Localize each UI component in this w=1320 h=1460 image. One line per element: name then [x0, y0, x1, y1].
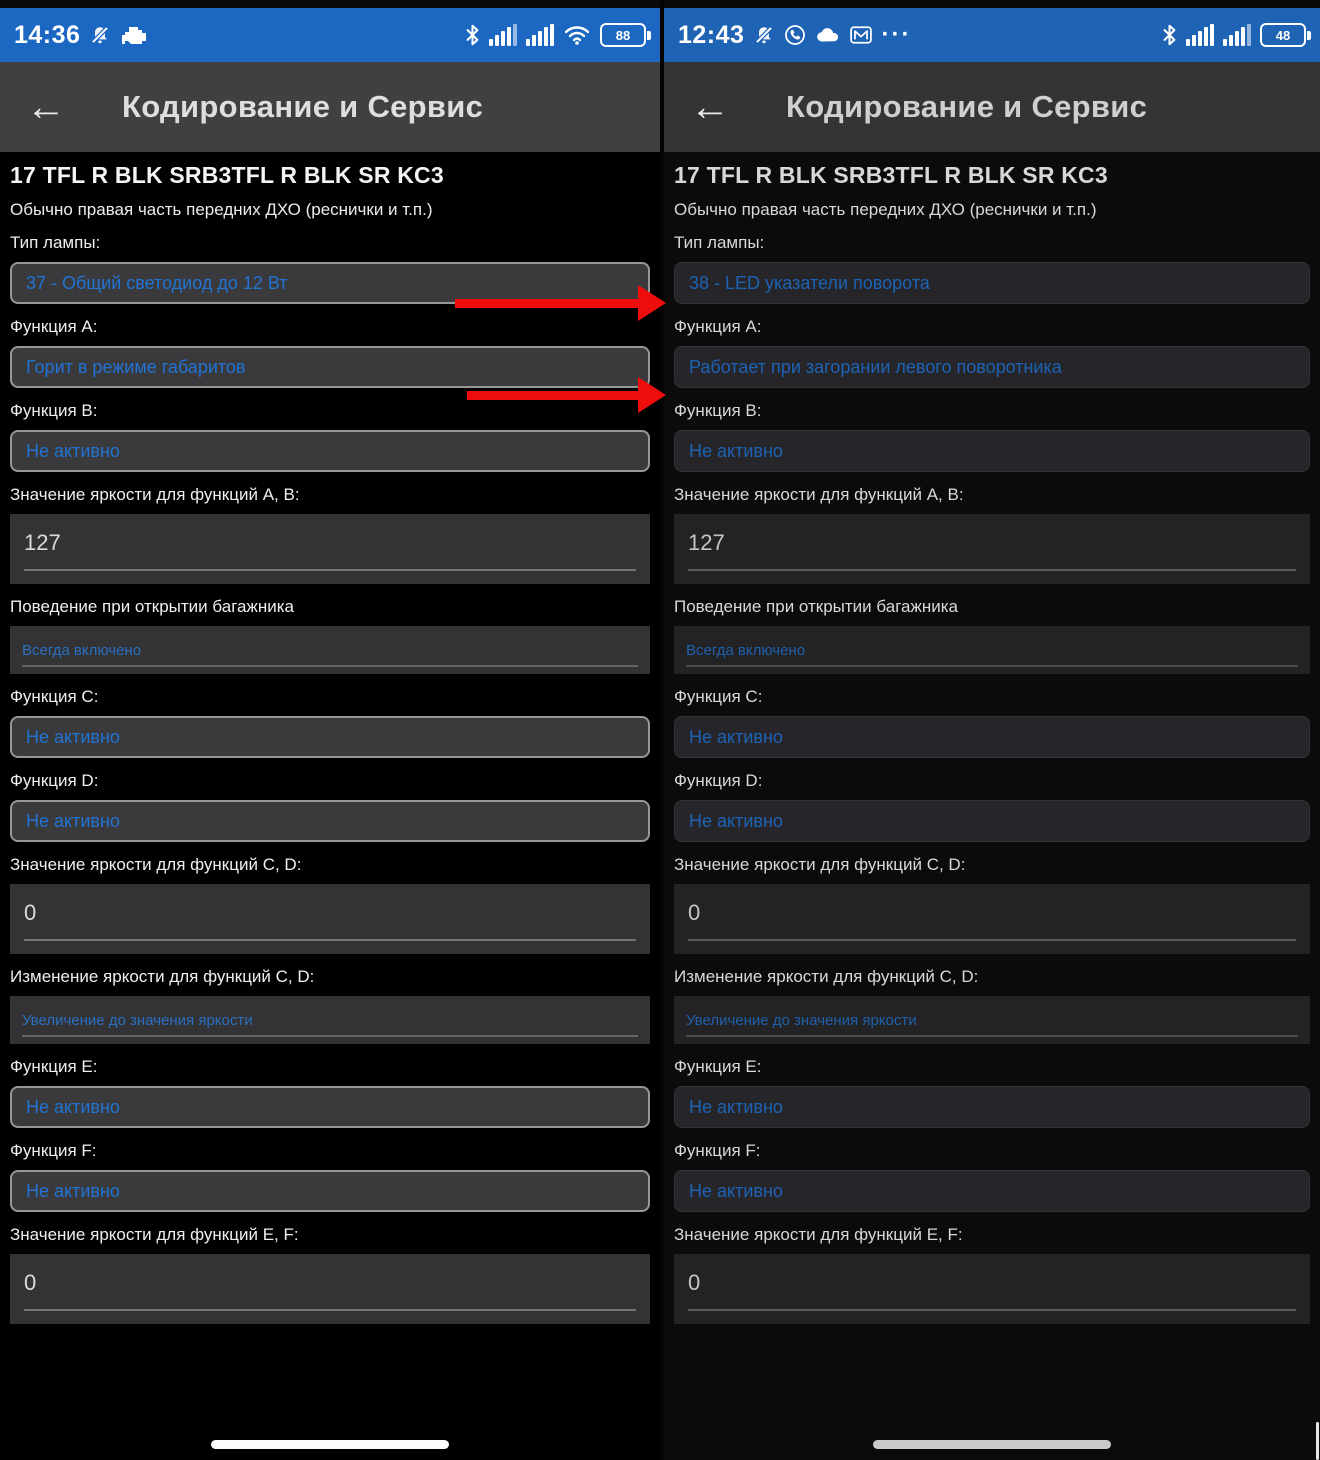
brightness-cd-input[interactable]: 0: [674, 884, 1310, 954]
change-cd-row: [674, 967, 1310, 1044]
lamp-type-select[interactable]: 38 - LED указатели поворота: [674, 262, 1310, 304]
brightness-ab-input[interactable]: 127: [10, 514, 650, 584]
brightness-ab-row: [10, 485, 650, 584]
home-indicator[interactable]: [873, 1440, 1111, 1449]
lamp-type-row: [10, 233, 650, 304]
clock: 14:36: [14, 20, 81, 49]
channel-title: 17 TFL R BLK SRB3TFL R BLK SR KC3: [674, 162, 1108, 188]
field-label: Значение яркости для функций C, D:: [10, 855, 302, 874]
brightness-ef-row: [10, 1225, 650, 1324]
page-title: Кодирование и Сервис: [122, 89, 484, 124]
function-b-select[interactable]: Не активно: [674, 430, 1310, 472]
phone-icon: [784, 24, 806, 46]
function-d-row: [674, 771, 1310, 842]
check-engine-icon: [120, 25, 148, 45]
status-bar: [0, 8, 660, 62]
top-strip: [664, 0, 1320, 8]
brightness-ab-input[interactable]: 127: [674, 514, 1310, 584]
function-a-select[interactable]: Работает при загорании левого поворотника: [674, 346, 1310, 388]
field-label: Значение яркости для функций C, D:: [674, 855, 966, 874]
field-label: Значение яркости для функций E, F:: [10, 1225, 299, 1244]
field-label: Поведение при открытии багажника: [10, 597, 294, 616]
app-bar: [664, 62, 1320, 152]
app-bar: [0, 62, 660, 152]
field-label: Функция F:: [674, 1141, 761, 1160]
function-d-select[interactable]: Не активно: [10, 800, 650, 842]
field-label: Функция E:: [674, 1057, 762, 1076]
field-label: Функция C:: [10, 687, 99, 706]
function-e-row: [674, 1057, 1310, 1128]
function-b-row: [10, 401, 650, 472]
function-a-row: [10, 317, 650, 388]
wifi-icon: [563, 24, 591, 46]
scrollbar-thumb[interactable]: [1316, 1422, 1319, 1460]
field-label: Функция B:: [674, 401, 762, 420]
change-cd-row: [10, 967, 650, 1044]
trunk-behavior-row: [674, 597, 1310, 674]
lamp-type-row: [674, 233, 1310, 304]
signal-icon: [1186, 24, 1214, 46]
function-e-row: [10, 1057, 650, 1128]
channel-description: Обычно правая часть передних ДХО (реснички и т.п.): [10, 200, 433, 219]
battery-icon: 88: [600, 23, 646, 47]
function-c-select[interactable]: Не активно: [674, 716, 1310, 758]
field-label: Функция D:: [674, 771, 763, 790]
back-button[interactable]: ←: [26, 85, 66, 129]
brightness-cd-row: [674, 855, 1310, 954]
brightness-ef-input[interactable]: 0: [674, 1254, 1310, 1324]
trunk-behavior-row: [10, 597, 650, 674]
change-cd-select[interactable]: Увеличение до значения яркости: [674, 996, 1310, 1044]
function-d-select[interactable]: Не активно: [674, 800, 1310, 842]
function-e-select[interactable]: Не активно: [674, 1086, 1310, 1128]
home-indicator[interactable]: [211, 1440, 449, 1449]
field-label: Функция E:: [10, 1057, 98, 1076]
coding-form: [664, 162, 1320, 1324]
function-a-select[interactable]: Горит в режиме габаритов: [10, 346, 650, 388]
back-button[interactable]: ←: [690, 85, 730, 129]
function-d-row: [10, 771, 650, 842]
battery-icon: 48: [1260, 23, 1306, 47]
bluetooth-icon: [465, 24, 480, 46]
field-label: Функция A:: [674, 317, 762, 336]
bluetooth-icon: [1162, 24, 1177, 46]
field-label: Функция C:: [674, 687, 763, 706]
function-e-select[interactable]: Не активно: [10, 1086, 650, 1128]
field-label: Тип лампы:: [674, 233, 765, 252]
brightness-ab-row: [674, 485, 1310, 584]
trunk-behavior-select[interactable]: Всегда включено: [10, 626, 650, 674]
gmail-icon: [850, 26, 872, 44]
field-label: Поведение при открытии багажника: [674, 597, 958, 616]
notifications-off-icon: [753, 24, 775, 46]
field-label: Значение яркости для функций A, B:: [674, 485, 964, 504]
lamp-type-select[interactable]: 37 - Общий светодиод до 12 Вт: [10, 262, 650, 304]
screenshot-right: [660, 0, 1320, 1460]
cloud-icon: [815, 26, 841, 44]
field-label: Изменение яркости для функций C, D:: [10, 967, 315, 986]
function-b-row: [674, 401, 1310, 472]
signal-icon: [489, 24, 517, 46]
brightness-ef-input[interactable]: 0: [10, 1254, 650, 1324]
function-a-row: [674, 317, 1310, 388]
notifications-off-icon: [89, 24, 111, 46]
field-label: Функция F:: [10, 1141, 97, 1160]
field-label: Изменение яркости для функций C, D:: [674, 967, 979, 986]
coding-form: [0, 162, 660, 1324]
page-title: Кодирование и Сервис: [786, 89, 1148, 124]
function-c-row: [10, 687, 650, 758]
function-c-row: [674, 687, 1310, 758]
status-bar: [664, 8, 1320, 62]
function-f-select[interactable]: Не активно: [10, 1170, 650, 1212]
channel-description: Обычно правая часть передних ДХО (реснички и т.п.): [674, 200, 1097, 219]
field-label: Значение яркости для функций E, F:: [674, 1225, 963, 1244]
signal-icon: [526, 24, 554, 46]
clock: 12:43: [678, 20, 745, 49]
channel-title: 17 TFL R BLK SRB3TFL R BLK SR KC3: [10, 162, 444, 188]
field-label: Функция B:: [10, 401, 98, 420]
field-label: Тип лампы:: [10, 233, 101, 252]
trunk-behavior-select[interactable]: Всегда включено: [674, 626, 1310, 674]
more-icon: ···: [881, 21, 912, 48]
function-b-select[interactable]: Не активно: [10, 430, 650, 472]
field-label: Функция D:: [10, 771, 99, 790]
change-cd-select[interactable]: Увеличение до значения яркости: [10, 996, 650, 1044]
field-label: Значение яркости для функций A, B:: [10, 485, 300, 504]
brightness-ef-row: [674, 1225, 1310, 1324]
field-label: Функция A:: [10, 317, 98, 336]
signal-icon: [1223, 24, 1251, 46]
brightness-cd-input[interactable]: 0: [10, 884, 650, 954]
function-f-row: [10, 1141, 650, 1212]
function-f-row: [674, 1141, 1310, 1212]
function-c-select[interactable]: Не активно: [10, 716, 650, 758]
brightness-cd-row: [10, 855, 650, 954]
function-f-select[interactable]: Не активно: [674, 1170, 1310, 1212]
top-strip: [0, 0, 660, 8]
